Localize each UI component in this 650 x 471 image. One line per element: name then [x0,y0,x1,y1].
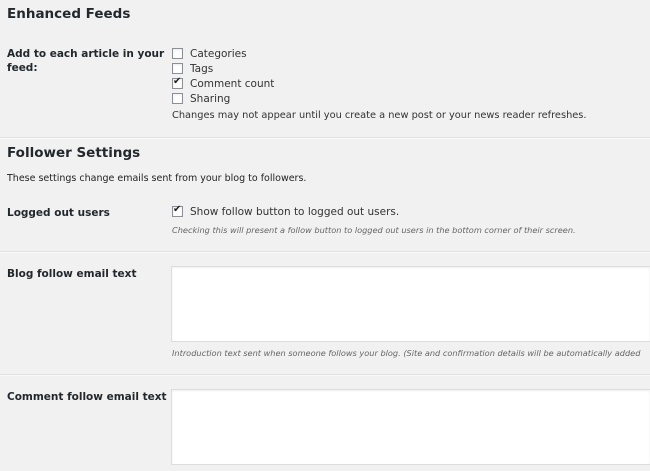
follower-settings-description: These settings change emails sent from your blog to followers. [7,173,307,184]
feed-options-label-line1: Add to each article in your [7,48,165,60]
categories-checkbox[interactable] [172,48,183,59]
sharing-option[interactable] [172,92,230,106]
follower-settings-title: Follower Settings [7,145,141,161]
tags-checkbox[interactable] [172,63,183,74]
tags-label: Tags [190,63,214,75]
comment-count-checkbox[interactable] [172,75,183,89]
comment-count-option[interactable] [172,77,274,91]
enhanced-feeds-title: Enhanced Feeds [7,6,131,22]
row-divider [0,251,650,253]
blog-follow-email-help: Introduction text sent when someone follows your blog. (Site and confirmation details will be automatically added [172,348,641,358]
show-follow-button-label: Show follow button to logged out users. [190,206,400,218]
blog-follow-email-textarea[interactable] [171,266,650,342]
show-follow-button-checkbox[interactable] [172,203,183,217]
comment-follow-email-textarea[interactable] [171,389,650,465]
logged-out-users-help: Checking this will present a follow button to logged out users in the bottom corner of their screen. [172,225,576,235]
sharing-label: Sharing [190,93,231,105]
row-divider [0,374,650,376]
show-follow-button-option[interactable] [172,205,399,219]
logged-out-users-label: Logged out users [7,207,110,219]
comment-follow-email-label: Comment follow email text [7,391,167,403]
sharing-checkbox[interactable] [172,93,183,104]
blog-follow-email-label: Blog follow email text [7,268,137,280]
section-divider [0,137,650,139]
checkmark-icon: ✔ [173,75,182,87]
feed-changes-note: Changes may not appear until you create a new post or your news reader refreshes. [172,110,587,121]
categories-label: Categories [190,48,247,60]
categories-option[interactable] [172,47,247,61]
comment-count-label: Comment count [190,78,275,90]
feed-options-label [7,47,164,75]
feed-options-label-line2: feed: [7,62,38,74]
checkmark-icon: ✔ [173,203,182,215]
